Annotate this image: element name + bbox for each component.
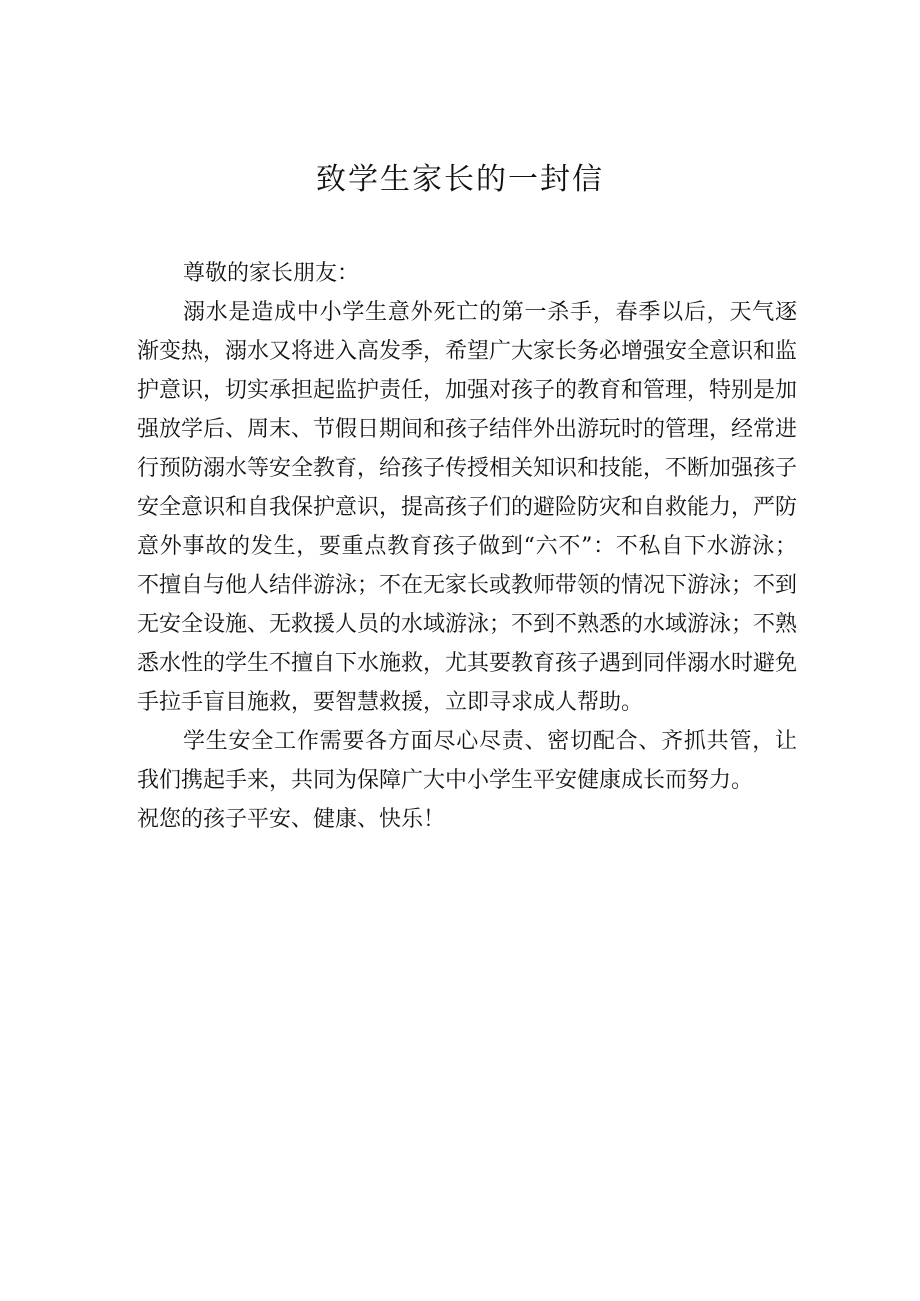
document-title: 致学生家长的一封信 xyxy=(316,162,604,197)
paragraph-drowning-safety: 溺水是造成中小学生意外死亡的第一杀手，春季以后，天气逐渐变热，溺水又将进入高发季，希望广大家长务必增强安全意识和监护意识，切实承担起监护责任，加强对孩子的教育和管理，特别是加强放学后、周末、节假日期间和孩子结伴外出游玩时的管理，经常进行预防溺水等安全教育，给孩子传授相关知识和技能，不断加强孩子安全意识和自我保护意识，提高孩子们的避险防灾和自救能力，严防意外事故的发生，要重点教育孩子做到“六不”：不私自下水游泳；不擅自与他人结伴游泳；不在无家长或教师带领的情况下游泳；不到无安全设施、无救援人员的水域游泳；不到不熟悉的水域游泳；不熟悉水性的学生不擅自下水施救，尤其要教育孩子遇到同伴溺水时避免手拉手盲目施救，要智慧救援，立即寻求成人帮助。 xyxy=(137,300,798,715)
letter-body xyxy=(137,254,797,839)
greeting-line: 尊敬的家长朋友： xyxy=(183,261,360,286)
paragraph-cooperation: 学生安全工作需要各方面尽心尽责、密切配合、齐抓共管，让我们携起手来，共同为保障广大中小学生平安健康成长而努力。 xyxy=(137,729,797,793)
closing-line: 祝您的孩子平安、健康、快乐！ xyxy=(137,807,446,832)
